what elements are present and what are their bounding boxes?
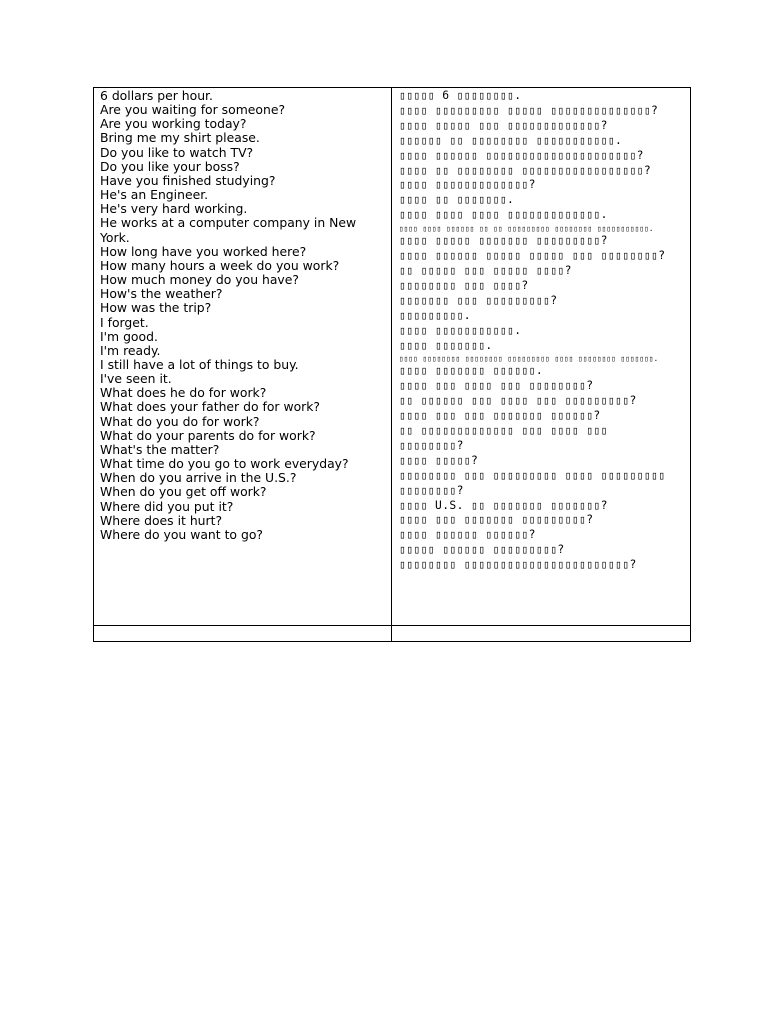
translation-line: ▯▯▯▯▯ ▯▯▯▯▯▯ ▯▯▯▯▯▯▯▯▯? [399,543,565,557]
english-phrase: I'm ready. [100,342,161,358]
empty-cell-right [392,626,691,642]
english-phrase: Do you like your boss? [100,158,240,174]
english-phrase: I'm good. [100,328,158,344]
english-phrase: I still have a lot of things to buy. [100,356,299,372]
translation-line: ▯▯▯▯ ▯▯▯▯▯▯ ▯▯▯▯▯ ▯▯▯▯▯ ▯▯▯ ▯▯▯▯▯▯▯▯? [399,249,666,263]
english-phrase: Where did you put it? [100,498,234,514]
english-phrase: Are you waiting for someone? [100,102,286,118]
english-phrase: What does he do for work? [100,385,267,401]
translation-line: ▯▯▯▯▯▯▯▯▯. [399,308,472,322]
translation-line: ▯▯▯▯ ▯▯▯▯▯▯▯ ▯▯▯▯▯▯. [399,364,544,378]
translation-line: ▯▯ ▯▯▯▯▯ ▯▯▯ ▯▯▯▯▯ ▯▯▯▯? [399,263,572,277]
translation-line: ▯▯ ▯▯▯▯▯▯▯▯▯▯▯▯▯ ▯▯▯ ▯▯▯▯ ▯▯▯ ▯▯▯▯▯▯▯▯? [399,424,608,452]
english-phrase: Where do you want to go? [100,526,263,542]
english-phrase: Have you finished studying? [100,172,276,188]
translation-line: ▯▯▯▯▯▯▯▯ ▯▯▯ ▯▯▯▯▯▯▯▯▯ ▯▯▯▯ ▯▯▯▯▯▯▯▯▯ ▯▯▯▯▯▯▯▯? [399,468,666,497]
english-phrase: How many hours a week do you work? [100,257,340,273]
translation-line: ▯▯▯▯▯ 6 ▯▯▯▯▯▯▯▯. [399,89,522,102]
english-phrase: I've seen it. [100,371,172,387]
translation-line: ▯▯▯▯ ▯▯▯▯▯▯▯▯▯▯▯▯▯? [399,178,536,192]
translation-line: ▯▯▯▯ ▯▯▯▯▯? [399,453,479,467]
english-phrase: When do you arrive in the U.S.? [100,470,297,486]
english-phrase: Bring me my shirt please. [100,130,260,146]
translation-line: ▯▯▯▯ ▯▯▯ ▯▯▯▯ ▯▯▯ ▯▯▯▯▯▯▯▯? [399,379,594,393]
translation-column [392,88,691,626]
english-phrase: When do you get off work? [100,484,267,500]
english-phrase: He works at a computer company in New York. [100,215,357,245]
english-phrase: What does your father do for work? [100,399,321,415]
translation-line: ▯▯▯▯ ▯▯▯▯ ▯▯▯▯ ▯▯▯▯▯▯▯▯▯▯▯▯▯. [399,208,608,222]
translation-line: ▯▯▯▯ ▯▯ ▯▯▯▯▯▯▯. [399,193,515,207]
translation-line: ▯▯▯▯ ▯▯▯▯▯▯▯. [399,338,493,352]
translation-list [392,88,690,573]
english-phrase: 6 dollars per hour. [100,88,213,103]
translation-line: ▯▯ ▯▯▯▯▯▯ ▯▯▯ ▯▯▯▯ ▯▯▯ ▯▯▯▯▯▯▯▯▯? [399,394,637,408]
english-phrase-list [94,88,391,542]
translation-line: ▯▯▯▯ ▯▯▯ ▯▯▯ ▯▯▯▯▯▯▯ ▯▯▯▯▯▯? [399,409,601,423]
english-column [94,88,392,626]
translation-line: ▯▯▯▯▯▯▯▯ ▯▯▯ ▯▯▯▯? [399,278,529,292]
translation-line: ▯▯▯▯▯▯▯▯ ▯▯▯▯▯▯▯▯▯▯▯▯▯▯▯▯▯▯▯▯▯▯▯? [399,558,637,572]
translation-line: ▯▯▯▯ ▯▯▯▯▯ ▯▯▯▯▯▯▯ ▯▯▯▯▯▯▯▯▯? [399,234,608,248]
english-phrase: He's an Engineer. [100,187,209,203]
english-phrase: How was the trip? [100,300,212,316]
translation-line: ▯▯▯▯ ▯▯▯▯▯▯▯▯ ▯▯▯▯▯▯▯▯ ▯▯▯▯▯▯▯▯▯ ▯▯▯▯ ▯▯▯▯▯▯▯▯ ▯▯▯▯▯▯▯. [399,354,659,364]
translation-line: ▯▯▯▯ ▯▯▯▯▯▯▯▯▯▯▯. [399,323,522,337]
english-phrase: Do you like to watch TV? [100,144,254,160]
translation-line: ▯▯▯▯▯▯ ▯▯ ▯▯▯▯▯▯▯▯ ▯▯▯▯▯▯▯▯▯▯▯. [399,133,623,147]
phrase-table [93,87,691,642]
english-phrase: How long have you worked here? [100,243,307,259]
english-phrase: Are you working today? [100,116,247,132]
english-phrase: What's the matter? [100,441,220,457]
english-phrase: I forget. [100,314,149,330]
phrase-row [94,88,691,626]
english-phrase: What do you do for work? [100,413,260,429]
translation-line: ▯▯▯▯ ▯▯▯▯▯▯ ▯▯▯▯▯▯▯▯▯▯▯▯▯▯▯▯▯▯▯▯▯? [399,148,644,162]
english-phrase: Where does it hurt? [100,512,223,528]
english-phrase: How's the weather? [100,286,223,302]
translation-line: ▯▯▯▯ ▯▯▯ ▯▯▯▯▯▯▯ ▯▯▯▯▯▯▯▯▯? [399,513,594,527]
translation-line: ▯▯▯▯ ▯▯▯▯ ▯▯▯▯▯▯ ▯▯ ▯▯ ▯▯▯▯▯▯▯▯▯ ▯▯▯▯▯▯▯▯ ▯▯▯▯▯▯▯▯▯▯▯. [399,224,654,234]
empty-row [94,626,691,642]
translation-line: ▯▯▯▯ ▯▯▯▯▯▯▯▯▯ ▯▯▯▯▯ ▯▯▯▯▯▯▯▯▯▯▯▯▯▯? [399,103,659,117]
translation-line: ▯▯▯▯ ▯▯ ▯▯▯▯▯▯▯▯ ▯▯▯▯▯▯▯▯▯▯▯▯▯▯▯▯▯? [399,163,652,177]
translation-line: ▯▯▯▯ ▯▯▯▯▯▯ ▯▯▯▯▯▯? [399,528,536,542]
english-phrase: What time do you go to work everyday? [100,456,349,472]
translation-line: ▯▯▯▯▯▯▯ ▯▯▯ ▯▯▯▯▯▯▯▯▯? [399,293,558,307]
english-phrase: He's very hard working. [100,201,248,217]
translation-line: ▯▯▯▯ ▯▯▯▯▯ ▯▯▯ ▯▯▯▯▯▯▯▯▯▯▯▯▯? [399,118,608,132]
empty-cell-left [94,626,392,642]
english-phrase: How much money do you have? [100,272,299,288]
translation-line: ▯▯▯▯ U.S. ▯▯ ▯▯▯▯▯▯▯ ▯▯▯▯▯▯▯? [399,498,608,512]
english-phrase: What do your parents do for work? [100,427,316,443]
